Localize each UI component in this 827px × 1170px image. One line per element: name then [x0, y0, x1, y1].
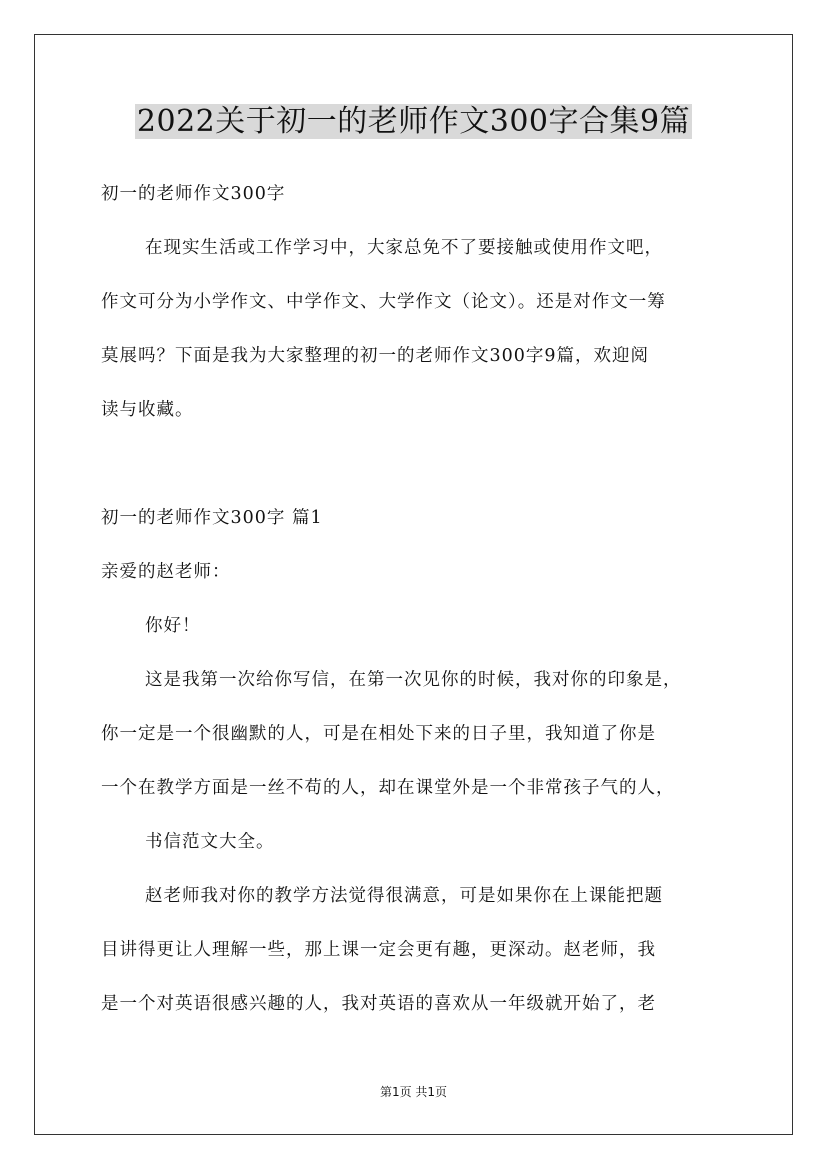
paragraph-line: 这是我第一次给你写信，在第一次见你的时候，我对你的印象是，	[145, 670, 682, 690]
paragraph-line: 莫展吗？下面是我为大家整理的初一的老师作文300字9篇，欢迎阅	[101, 346, 650, 366]
paragraph-line: 是一个对英语很感兴趣的人，我对英语的喜欢从一年级就开始了，老	[101, 994, 656, 1014]
paragraph-line: 在现实生活或工作学习中，大家总免不了要接触或使用作文吧，	[145, 238, 663, 258]
title-text: 2022关于初一的老师作文300字合集9篇	[136, 104, 691, 139]
paragraph-line: 作文可分为小学作文、中学作文、大学作文（论文）。还是对作文一筹	[101, 292, 666, 312]
document-title	[0, 102, 827, 142]
paragraph-line: 你一定是一个很幽默的人，可是在相处下来的日子里，我知道了你是	[101, 724, 656, 744]
salutation: 亲爱的赵老师：	[101, 562, 231, 582]
paragraph-line: 目讲得更让人理解一些，那上课一定会更有趣，更深动。赵老师，我	[101, 940, 656, 960]
paragraph-line: 赵老师我对你的教学方法觉得很满意，可是如果你在上课能把题	[145, 886, 663, 906]
page-footer: 第1页 共1页	[379, 1085, 448, 1099]
paragraph-line: 书信范文大全。	[145, 832, 275, 852]
section-heading: 初一的老师作文300字	[101, 184, 286, 204]
paragraph-line: 一个在教学方面是一丝不苟的人，却在课堂外是一个非常孩子气的人，	[101, 778, 675, 798]
paragraph-line: 读与收藏。	[101, 400, 194, 420]
greeting: 你好！	[145, 616, 201, 636]
essay-heading: 初一的老师作文300字 篇1	[101, 508, 323, 528]
